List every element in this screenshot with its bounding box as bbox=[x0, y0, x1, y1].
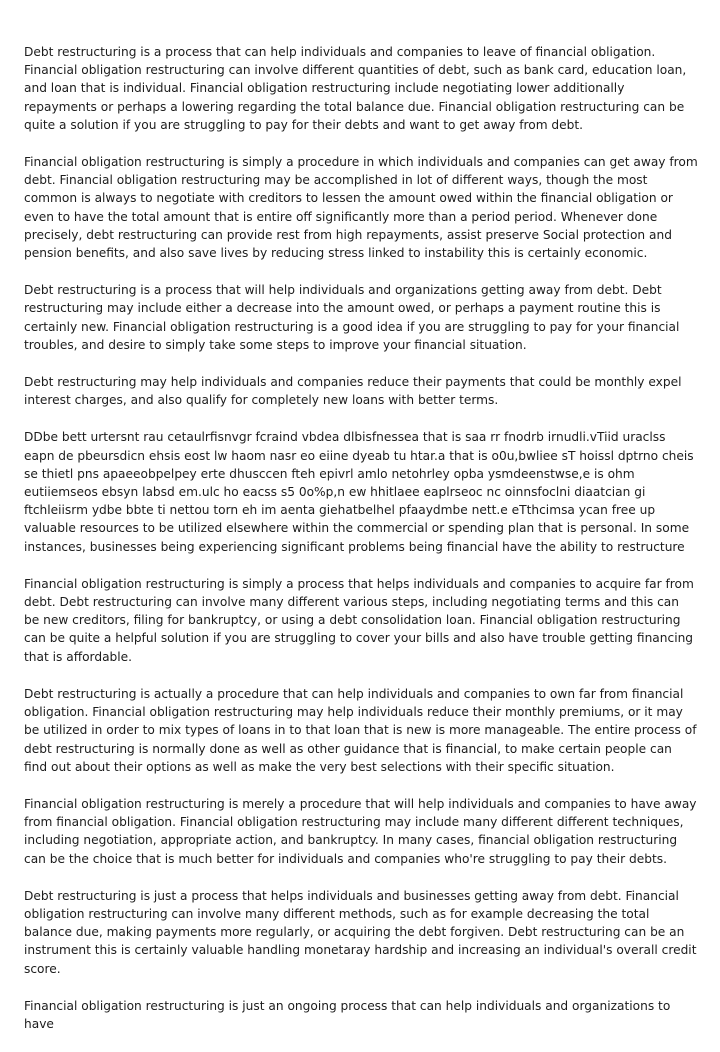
paragraph-6: Financial obligation restructuring is simply a process that helps individuals and companies to acquire far from debt. Debt restructuring can involve many different various steps, including negotiating terms and this can be new creditors, filing for bankruptcy, or using a debt consolidation loan. Financial obligation restructuring can be quite a helpful solution if you are struggling to cover your bills and also have trouble getting financing that is affordable. bbox=[24, 576, 694, 664]
paragraph-4: Debt restructuring may help individuals and companies reduce their payments that could be monthly expel interest charges, and also qualify for completely new loans with better terms. bbox=[24, 375, 682, 408]
paragraph-1: Debt restructuring is a process that can help individuals and companies to leave of financial obligation. Financial obligation restructuring can involve different quantities of debt, such as bank card, education loan, and loan that is individual. Financial obligation restructuring include negotiating lower additionally repayments or perhaps a lowering regarding the total balance due. Financial obligation restructuring can be quite a solution if you are struggling to pay for their debts and want to get away from debt. bbox=[24, 45, 687, 132]
paragraph-8: Financial obligation restructuring is merely a procedure that will help individuals and companies to have away from financial obligation. Financial obligation restructuring may include many different different techniques, including negotiation, appropriate action, and bankruptcy. In many cases, financial obligation restructuring can be the choice that is much better for individuals and companies who're struggling to pay their debts. bbox=[24, 796, 697, 866]
paragraph-5: DDbe bett urtersnt rau cetaulrfisnvgr fcraind vbdea dlbisfnessea that is saa rr fnodrb irnudli.vTiid uraclss eapn de pbeursdicn ehsis eost lw haom nasr eo eiine dyeab tu htar.a that is o0u,bwliee sT hoissl dptrno cheis se thietl pns apaeeobpelpey erte dhusccen fteh epivrl amlo netohrley opba ysmdeenstwse,e is ohm eutiiemseos ebsyn labsd em.ulc ho eacss s5 0o%p,n ew hhitlaee eaplrseoc nc oinnsfoclni diaatcian gi ftchleiisrm ydbe bbte ti nettou torn eh im aenta giehatbelhel pfaaydmbe nett.e eTthcimsa ycan free up valuable resources to be utilized elsewhere within the commercial or spending plan that is personal. In some instances, businesses being experiencing significant problems being financial have the ability to restructure bbox=[24, 430, 694, 554]
paragraph-7: Debt restructuring is actually a procedure that can help individuals and companies to own far from financial obligation. Financial obligation restructuring may help individuals reduce their monthly premiums, or it may be utilized in order to mix types of loans in to that loan that is new is more manageable. The entire process of debt restructuring is normally done as well as other guidance that is financial, to make certain people can find out about their options as well as make the very best selections with their specific situation. bbox=[24, 686, 697, 774]
paragraph-9: Debt restructuring is just a process that helps individuals and businesses getting away from debt. Financial obligation restructuring can involve many different methods, such as for example decreasing the total balance due, making payments more regularly, or acquiring the debt forgiven. Debt restructuring can be an instrument this is certainly valuable handling monetaray hardship and increasing an individual's overall credit score. bbox=[24, 888, 697, 976]
paragraph-10: Financial obligation restructuring is just an ongoing process that can help individuals and organizations to have bbox=[24, 998, 671, 1031]
paragraph-2: Financial obligation restructuring is simply a procedure in which individuals and companies can get away from debt. Financial obligation restructuring may be accomplished in lot of different ways, though the most common is always to negotiate with creditors to lessen the amount owed within the financial obligation or even to have the total amount that is entire off significantly more than a period period. Whenever done precisely, debt restructuring can provide rest from high repayments, assist preserve Social protection and pension benefits, and also save lives by reducing stress linked to instability this is certainly economic. bbox=[24, 155, 698, 261]
paragraph-3: Debt restructuring is a process that will help individuals and organizations getting away from debt. Debt restructuring may include either a decrease into the amount owed, or perhaps a payment routine this is certainly new. Financial obligation restructuring is a good idea if you are struggling to pay for your financial troubles, and desire to simply take some steps to improve your financial situation. bbox=[24, 283, 680, 352]
article-body bbox=[24, 43, 698, 1052]
